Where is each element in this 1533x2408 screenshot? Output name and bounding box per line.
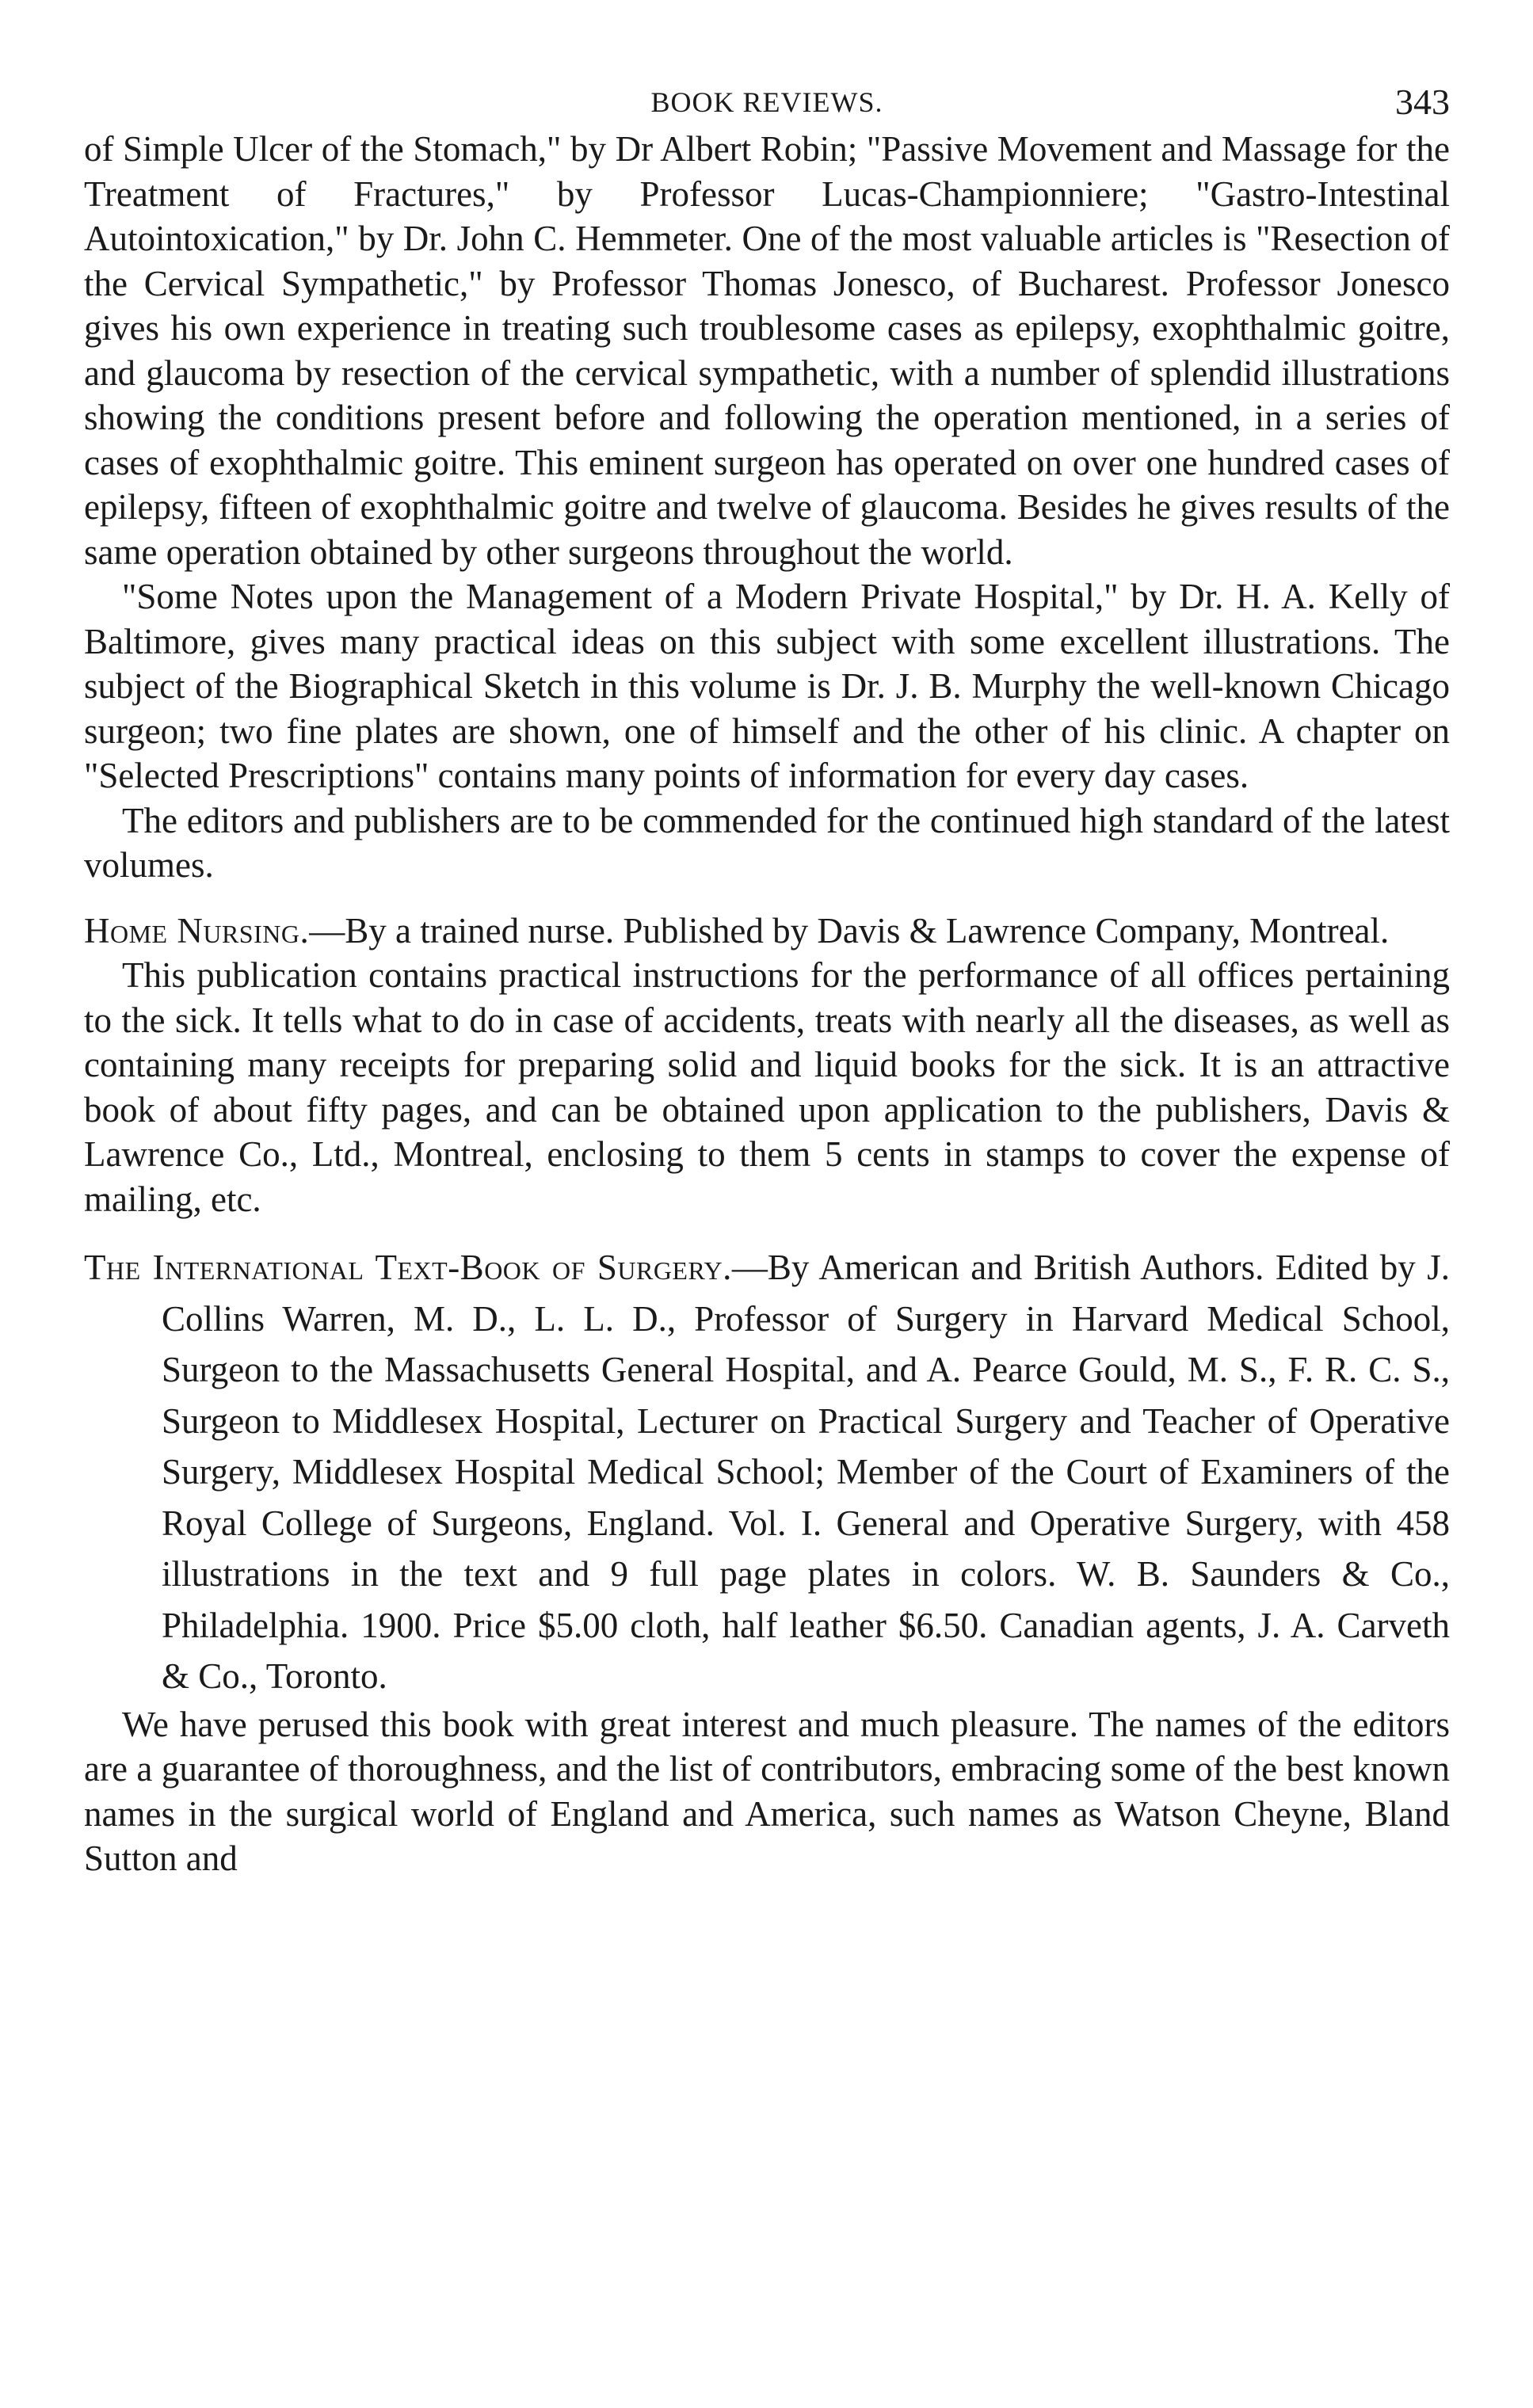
home-nursing-body: This publication contains practical instructions for the performance of all offices pertaining to the sick. It tells what to do in case of accidents, treats with nearly all the diseases, as well as containing many receipts for preparing solid and liquid books for the sick. It is an attractive book of about fifty pages, and can be obtained upon application to the publishers, Davis & Lawrence Co., Ltd., Montreal, enclosing to them 5 cents in stamps to cover the expense of mailing, etc. xyxy=(84,955,1450,1219)
running-head xyxy=(84,71,1450,127)
textbook-surgery-body: We have perused this book with great interest and much pleasure. The names of the editors are a guarantee of thoroughness, and the list of contributors, embracing some of the best known names in the surgical world of England and America, such names as Watson Cheyne, Bland Sutton and xyxy=(84,1704,1450,1878)
kelly-paragraph: "Some Notes upon the Management of a Modern Private Hospital," by Dr. H. A. Kelly of Baltimore, gives many practical ideas on this subject with some excellent illustrations. The subject of the Biographical Sketch in this volume is Dr. J. B. Murphy the well-known Chicago surgeon; two fine plates are shown, one of himself and the other of his clinic. A chapter on "Selected Prescriptions" contains many points of information for every day cases. xyxy=(84,577,1450,795)
running-title: BOOK REVIEWS. xyxy=(650,86,883,118)
continuation-paragraph: of Simple Ulcer of the Stomach," by Dr Albert Robin; "Passive Movement and Massage for the Treatment of Fractures," by Professor Lucas-Championniere; "Gastro-Intestinal Autointoxication," by Dr. John C. Hemmeter. One of the most valuable articles is "Resection of the Cervical Sympathetic," by Professor Thomas Jonesco, of Bucharest. Professor Jonesco gives his own experience in treating such troublesome cases as epilepsy, exophthalmic goitre, and glaucoma by resection of the cervical sympathetic, with a number of splendid illustrations showing the conditions present before and following the operation mentioned, in a series of cases of exophthalmic goitre. This eminent surgeon has operated on over one hundred cases of epilepsy, fifteen of exophthalmic goitre and twelve of glaucoma. Besides he gives results of the same operation obtained by other surgeons throughout the world. xyxy=(84,129,1450,572)
textbook-surgery-citation: —By American and British Authors. Edited by J. Collins Warren, M. D., L. L. D., Professor of Surgery in Harvard Medical School, Surgeon to the Massachusetts General Hospital, and A. Pearce Gould, M. S., F. R. C. S., Surgeon to Middlesex Hospital, Lecturer on Practical Surgery and Teacher of Operative Surgery, Middlesex Hospital Medical School; Member of the Court of Examiners of the Royal College of Surgeons, England. Vol. I. General and Operative Surgery, with 458 illustrations in the text and 9 full page plates in colors. W. B. Saunders & Co., Philadelphia. 1900. Price $5.00 cloth, half leather $6.50. Canadian agents, J. A. Carveth & Co., Toronto. xyxy=(162,1248,1450,1696)
home-nursing-title: Home Nursing. xyxy=(84,910,310,951)
editors-paragraph: The editors and publishers are to be commended for the continued high standard of the latest volumes. xyxy=(84,800,1450,885)
page-number: 343 xyxy=(1395,82,1450,122)
home-nursing-citation: —By a trained nurse. Published by Davis & Lawrence Company, Montreal. xyxy=(309,910,1390,951)
textbook-surgery-entry xyxy=(84,1242,1450,1702)
textbook-surgery-title: The International Text-Book of Surgery. xyxy=(84,1248,732,1287)
home-nursing-entry xyxy=(84,909,1450,954)
book-page xyxy=(84,71,1450,1881)
